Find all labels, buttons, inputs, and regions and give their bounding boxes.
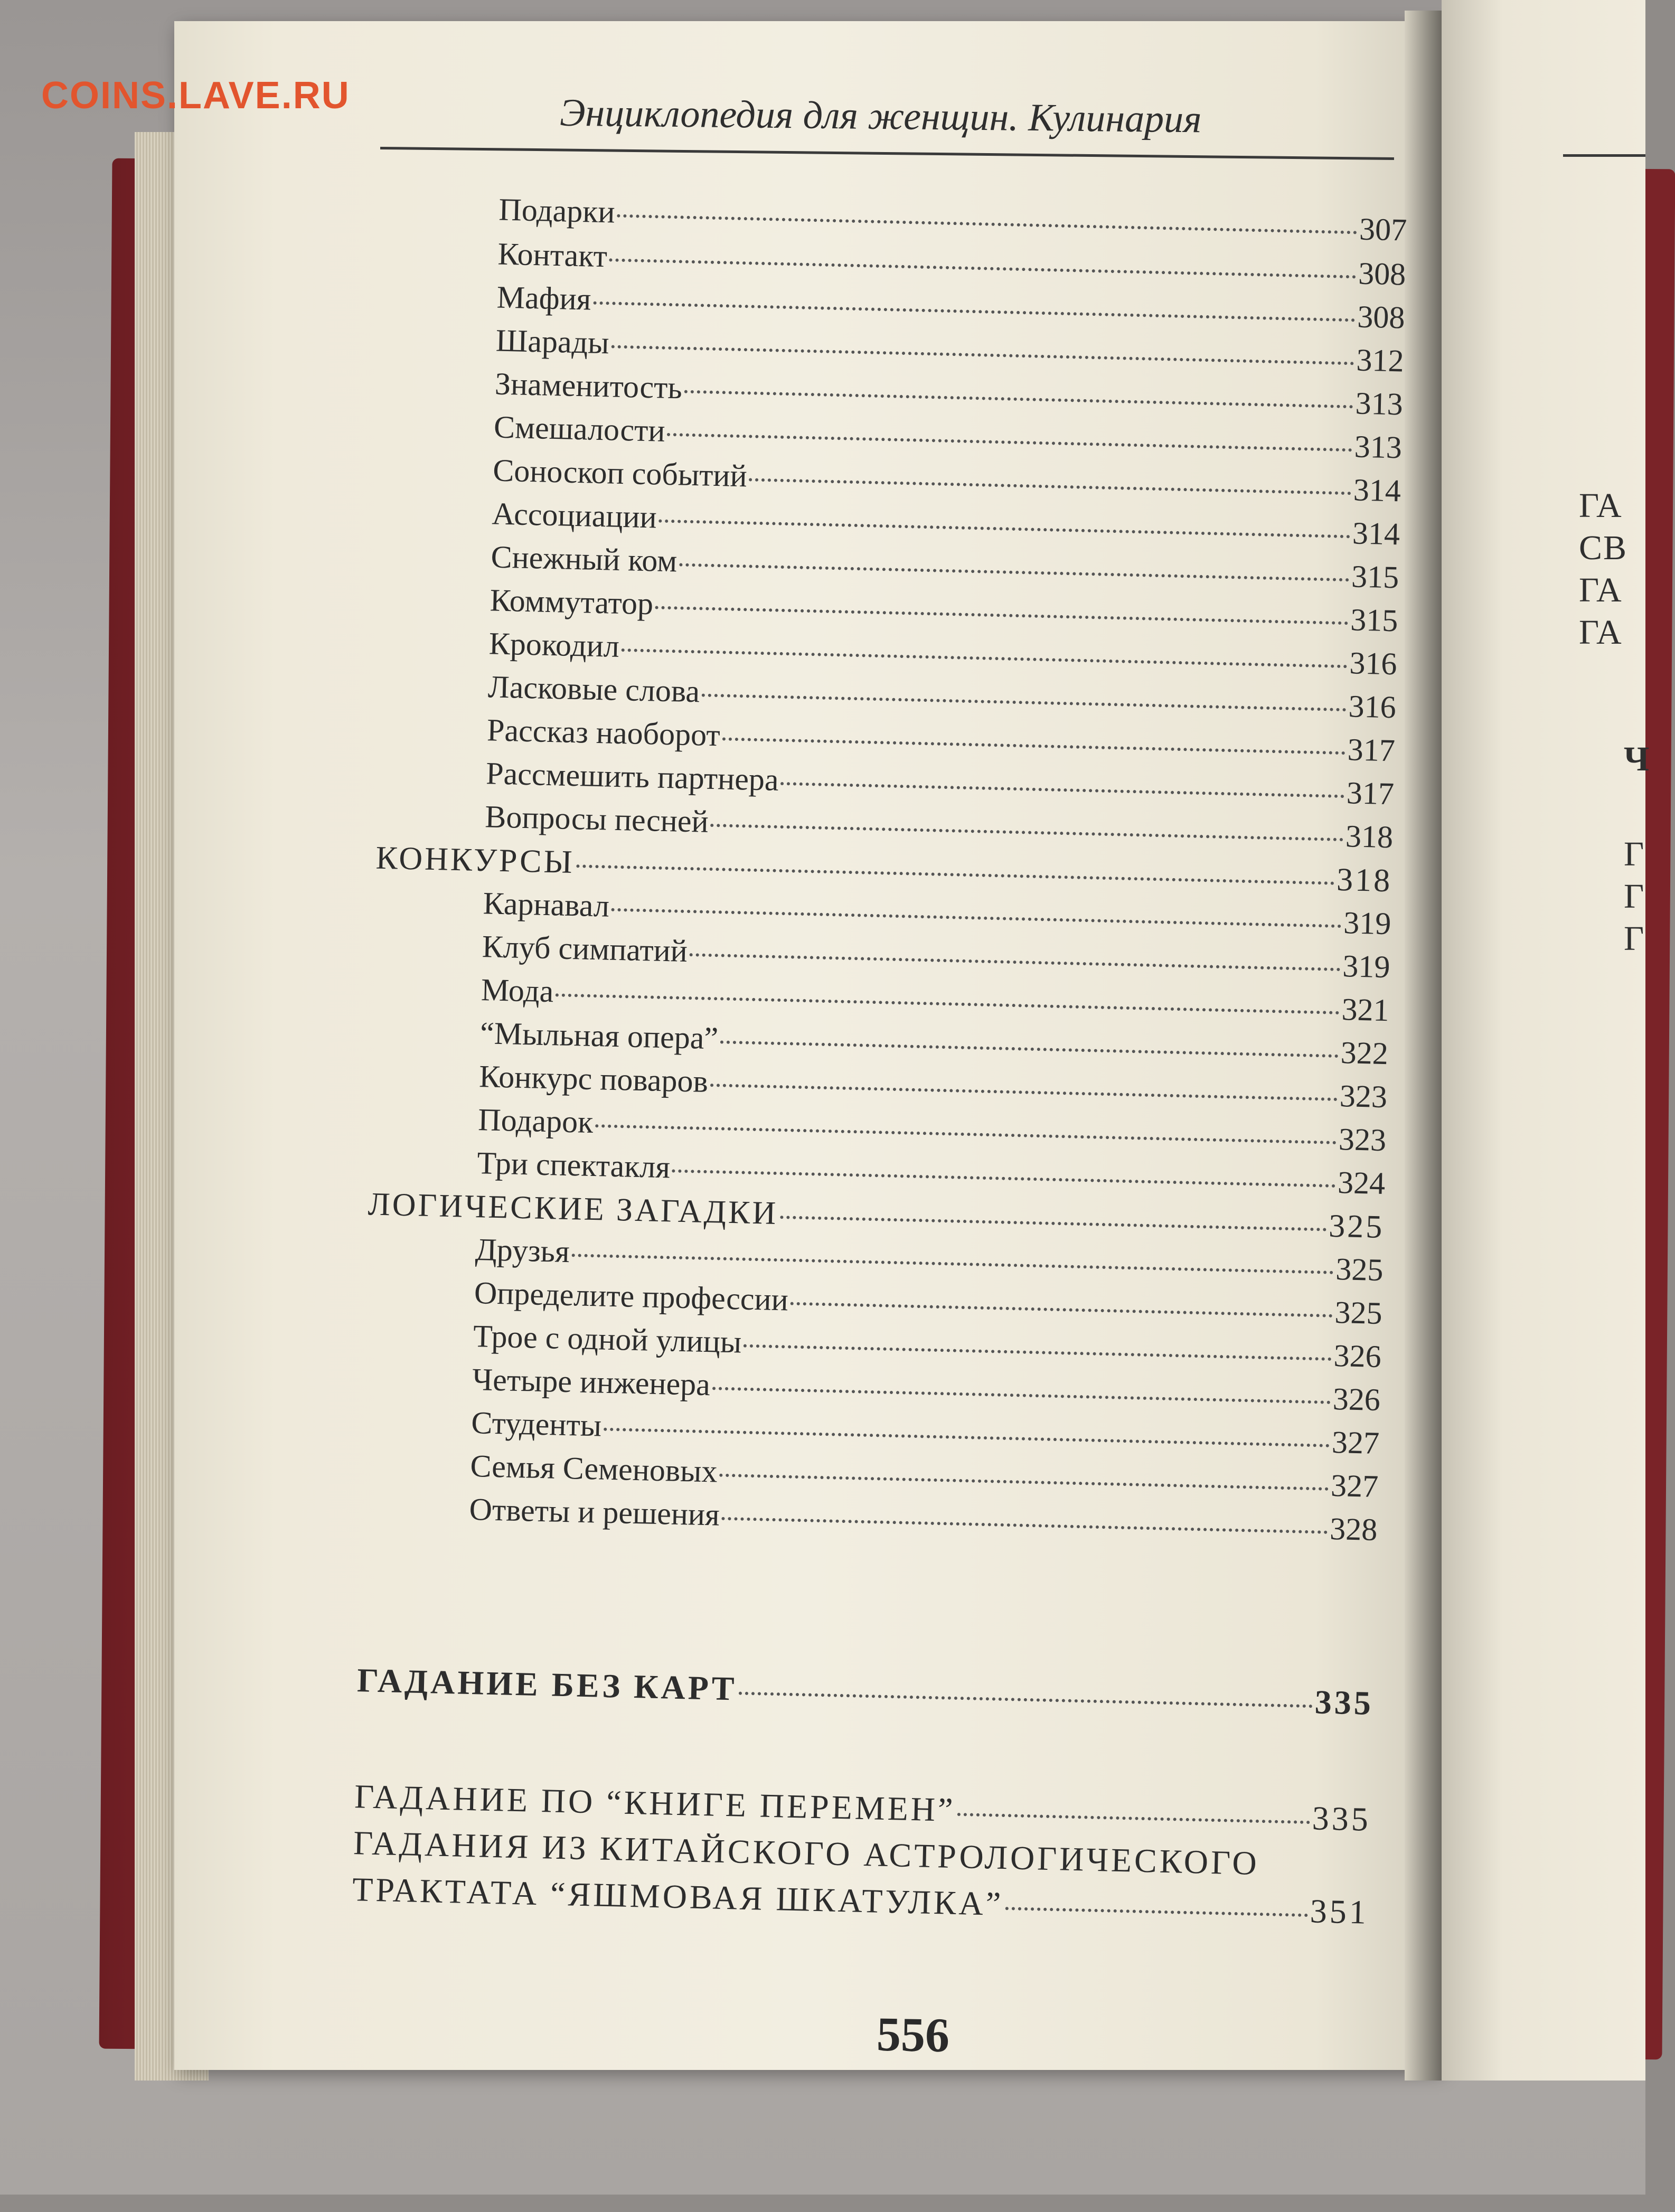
toc-entry: Крокодил 316 [488,626,1398,682]
toc-entry: Снежный ком 315 [490,539,1399,595]
toc-entry: Четыре инженера 326 [472,1361,1381,1417]
right-page-fragment: СВ [1579,529,1628,567]
toc-entry: Студенты 327 [470,1405,1380,1461]
toc-entry: Контакт 308 [497,236,1406,292]
toc-entry: Рассказ наоборот 317 [486,712,1396,768]
right-page-fragment: ГА [1579,571,1623,609]
toc-entry: Ласковые слова 316 [487,669,1397,725]
running-head: Энциклопедия для женщин. Кулинария [559,91,1202,142]
watermark: COINS.LAVE.RU [41,74,350,117]
toc-entry: Подарки 307 [498,192,1407,248]
toc-entry: Друзья 325 [475,1232,1384,1288]
toc-entry: Трое с одной улицы 326 [473,1319,1382,1375]
page-number: 556 [876,2007,950,2063]
right-page-fragment: Г [1624,877,1645,916]
toc-entry: Ассоциации 314 [491,496,1400,552]
toc-entry: Вопросы песней 318 [484,799,1394,855]
toc-entry: Коммутатор 315 [490,582,1399,638]
toc-entry: Соноскоп событий 314 [492,453,1401,509]
toc-entry: Шарады 312 [495,323,1405,379]
toc-chapter: ГАДАНИЕ ПО “КНИГЕ ПЕРЕМЕН” 335 [354,1777,1371,1838]
toc-entry: Мафия 308 [496,279,1406,335]
toc-entry: Семья Семеновых 327 [469,1448,1379,1504]
toc-chapter: ГАДАНИЕ БЕЗ КАРТ 335 [356,1661,1374,1722]
toc-chapter: ГАДАНИЯ ИЗ КИТАЙСКОГО АСТРОЛОГИЧЕСКОГО [353,1824,1260,1882]
toc-entry: Смешалости 313 [493,409,1403,465]
toc-entry: Знаменитость 313 [494,366,1404,422]
toc-entry: Ответы и решения 328 [468,1491,1378,1547]
toc-entry: “Мыльная опера” 322 [479,1015,1389,1071]
toc-entry: Карнавал 319 [483,886,1392,942]
toc-entry: Клуб симпатий 319 [482,929,1391,985]
toc-entry: Конкурс поваров 323 [478,1059,1388,1115]
toc-section: КОНКУРСЫ 318 [375,840,1392,899]
right-page-fragment: Г [1624,919,1645,958]
right-page-fragment: Ч [1624,740,1651,778]
toc-section: ЛОГИЧЕСКИЕ ЗАГАДКИ 325 [368,1186,1385,1246]
toc-entry: Определите профессии 325 [474,1275,1383,1331]
toc-entry: Подарок 323 [477,1102,1387,1158]
right-page-fragment: ГА [1579,613,1623,652]
right-page-fragment: Г [1624,835,1645,873]
right-page-fragment: ГА [1579,486,1623,525]
toc-chapter: ТРАКТАТА “ЯШМОВАЯ ШКАТУЛКА” 351 [352,1870,1369,1931]
toc-entry: Мода 321 [481,972,1390,1028]
toc-entry: Рассмешить партнера 317 [485,756,1395,812]
toc-entry: Три спектакля 324 [476,1145,1386,1201]
